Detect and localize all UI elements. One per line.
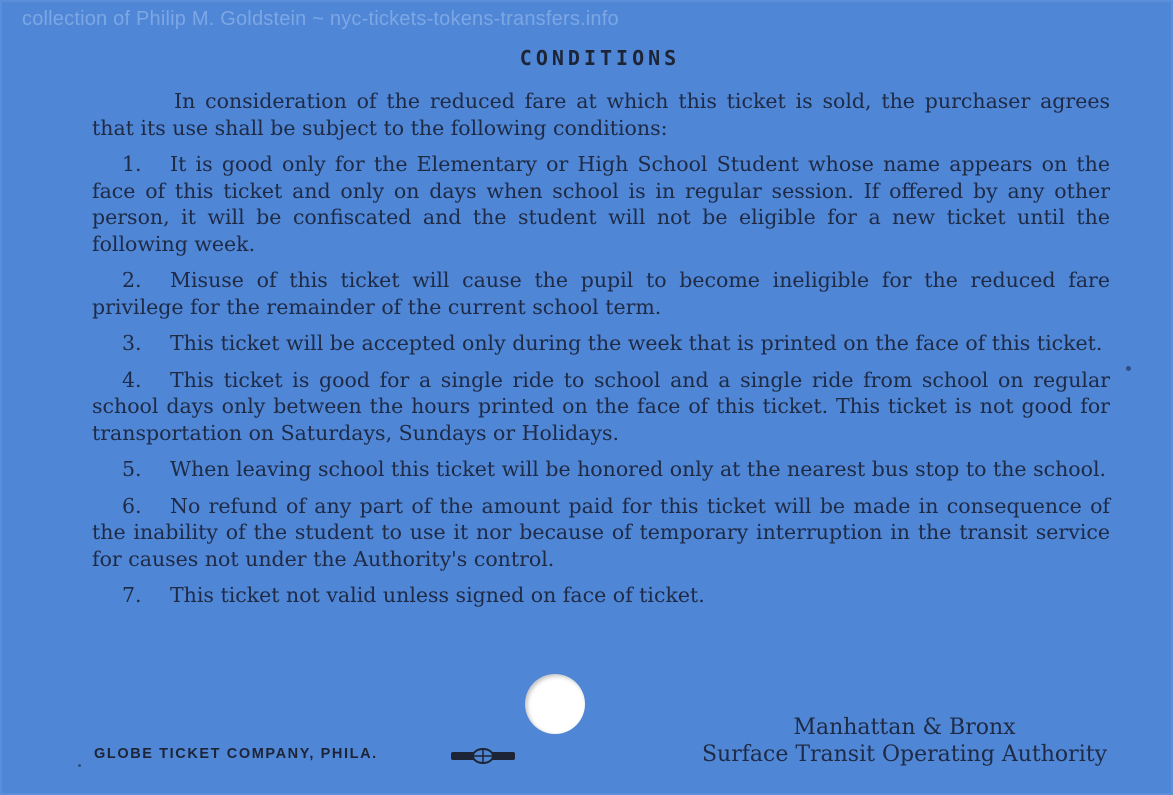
printer-imprint: GLOBE TICKET COMPANY, PHILA. xyxy=(94,746,378,762)
issuer-line-1: Manhattan & Bronx xyxy=(793,715,1016,740)
condition-number: 3. xyxy=(122,331,142,355)
condition-text: When leaving school this ticket will be honored only at the nearest bus stop to the school. xyxy=(170,457,1107,481)
condition-text: Misuse of this ticket will cause the pupil to become ineligible for the reduced fare privilege for the remainder of the current school term. xyxy=(92,268,1110,319)
intro-paragraph: In consideration of the reduced fare at which this ticket is sold, the purchaser agrees that its use shall be subject to the following conditions: xyxy=(92,89,1110,140)
condition-item xyxy=(92,582,1110,609)
condition-item xyxy=(92,267,1110,320)
condition-text: This ticket is good for a single ride to school and a single ride from school on regular school days only between the hours printed on the face of this ticket. This ticket is not good for transportation on Saturdays, Sundays or Holidays. xyxy=(92,367,1110,445)
condition-number: 6. xyxy=(122,493,142,518)
conditions-body xyxy=(92,88,1110,619)
condition-number: 5. xyxy=(122,457,142,481)
condition-text: It is good only for the Elementary or High School Student whose name appears on the face of this ticket and only on days when school is in regular session. If offered by any other person, it will be confiscated and the student will not be eligible for a new ticket until the following week. xyxy=(92,152,1110,256)
conditions-heading: CONDITIONS xyxy=(519,46,681,70)
condition-item xyxy=(92,330,1110,357)
issuer-signature xyxy=(702,714,1107,768)
ink-speck xyxy=(78,764,81,767)
issuer-line-2: Surface Transit Operating Authority xyxy=(701,742,1107,767)
condition-text: This ticket not valid unless signed on face of ticket. xyxy=(170,583,705,607)
condition-number: 4. xyxy=(122,367,142,392)
condition-item xyxy=(92,493,1110,573)
collection-watermark: collection of Philip M. Goldstein ~ nyc-tickets-tokens-transfers.info xyxy=(22,8,619,30)
punch-hole xyxy=(525,674,585,734)
condition-number: 1. xyxy=(122,152,142,176)
condition-number: 7. xyxy=(122,583,142,607)
condition-text: This ticket will be accepted only during the week that is printed on the face of this ticket. xyxy=(170,331,1103,355)
condition-item xyxy=(92,151,1110,257)
condition-number: 2. xyxy=(122,268,142,292)
globe-logo-icon xyxy=(450,748,516,764)
condition-item xyxy=(92,456,1110,483)
condition-item xyxy=(92,367,1110,447)
condition-text: No refund of any part of the amount paid for this ticket will be made in consequence of the inability of the student to use it nor because of temporary interruption in the transit service for causes not under the Authority's control. xyxy=(92,493,1110,571)
ink-speck xyxy=(1126,366,1131,371)
